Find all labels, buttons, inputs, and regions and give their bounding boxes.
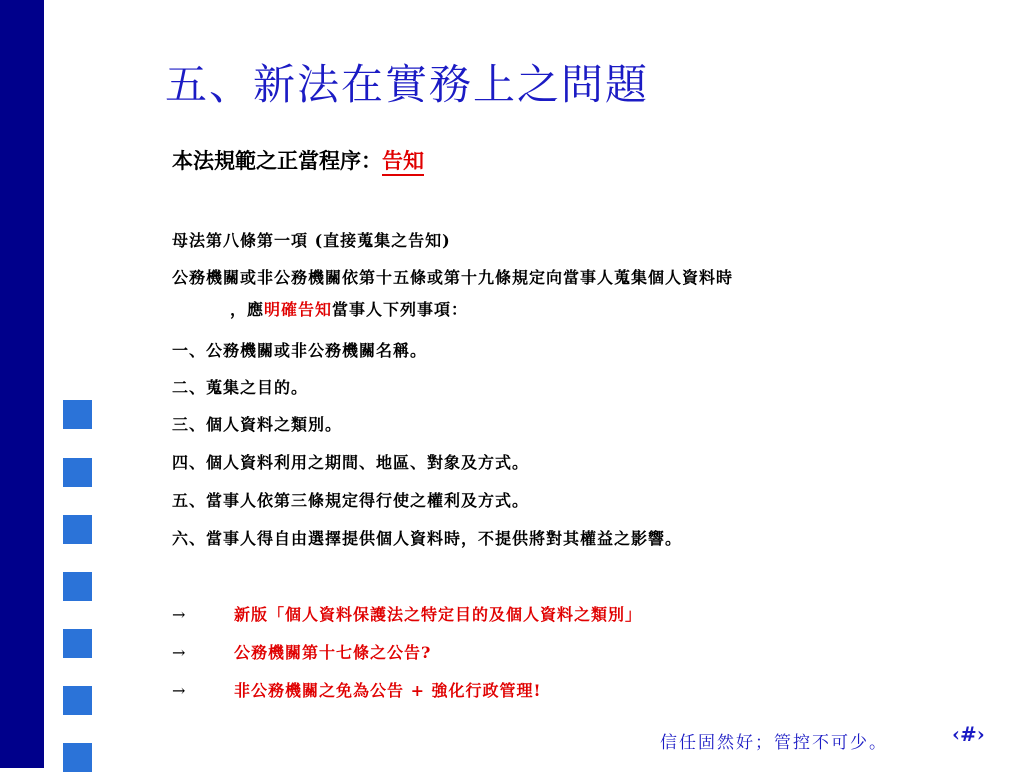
- arrow-icon: →: [172, 605, 187, 624]
- law-intro-line-2: [230, 297, 468, 320]
- decorative-square: [63, 515, 92, 544]
- note-row: [172, 640, 431, 663]
- list-item: 三、個人資料之類別。: [172, 415, 343, 434]
- note-text: 公務機關第十七條之公告?: [234, 643, 432, 662]
- intro-suffix: 當事人下列事項：: [332, 300, 469, 319]
- note-text: 非公務機關之免為公告 + 強化行政管理!: [234, 681, 542, 700]
- page-number: ‹#›: [952, 722, 985, 746]
- intro-emphasis: 明確告知: [264, 300, 333, 319]
- decorative-square: [63, 629, 92, 658]
- note-row: [172, 602, 642, 625]
- decorative-square: [63, 572, 92, 601]
- intro-prefix: ，應: [230, 300, 265, 319]
- note-row: [172, 678, 542, 701]
- list-item: 一、公務機關或非公務機關名稱。: [172, 341, 428, 360]
- list-item: 四、個人資料利用之期間、地區、對象及方式。: [172, 453, 530, 472]
- footer-slogan: 信任固然好；管控不可少。: [660, 733, 888, 753]
- arrow-icon: →: [172, 643, 187, 662]
- slide-subtitle: [172, 145, 424, 175]
- decorative-square: [63, 400, 92, 429]
- subtitle-prefix: 本法規範之正當程序：: [172, 148, 382, 173]
- list-item: 五、當事人依第三條規定得行使之權利及方式。: [172, 491, 530, 510]
- left-sidebar-bar: [0, 0, 44, 768]
- list-item: 二、蒐集之目的。: [172, 378, 309, 397]
- subtitle-emphasis: 告知: [382, 148, 424, 176]
- law-heading: 母法第八條第一項 (直接蒐集之告知): [172, 231, 451, 250]
- slide-title: 五、新法在實務上之問題: [165, 60, 650, 109]
- law-intro-line-1: 公務機關或非公務機關依第十五條或第十九條規定向當事人蒐集個人資料時: [172, 268, 734, 287]
- decorative-square: [63, 686, 92, 715]
- note-text: 新版「個人資料保護法之特定目的及個人資料之類別」: [234, 605, 643, 624]
- decorative-square: [63, 458, 92, 487]
- list-item: 六、當事人得自由選擇提供個人資料時，不提供將對其權益之影響。: [172, 529, 683, 548]
- arrow-icon: →: [172, 681, 187, 700]
